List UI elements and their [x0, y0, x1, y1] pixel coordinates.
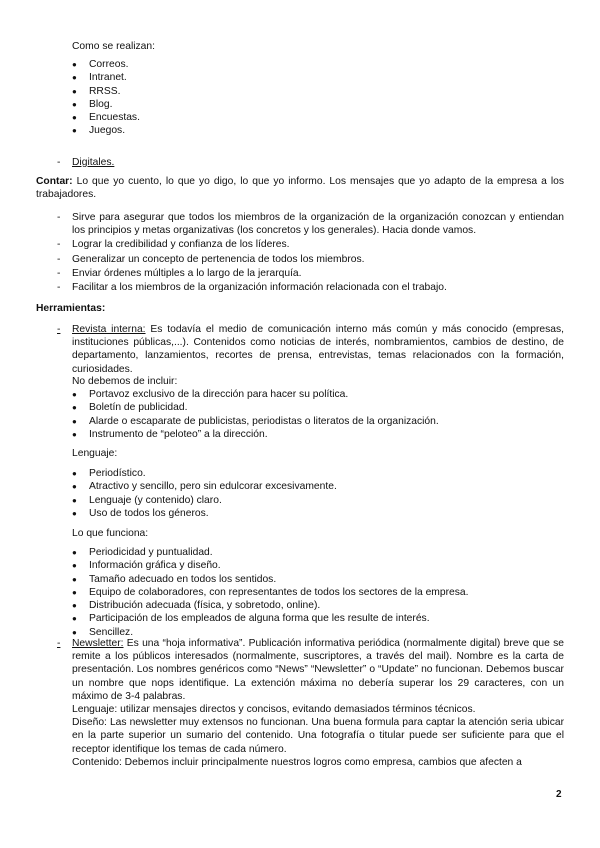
list-item: ● Blog. — [72, 98, 564, 111]
lo-que-funciona-heading: Lo que funciona: — [72, 528, 149, 539]
list-item: ● Instrumento de “peloteo” a la dirección. — [72, 428, 564, 441]
list-item: ● Juegos. — [72, 124, 564, 137]
list-item: - Enviar órdenes múltiples a lo largo de la jerarquía. — [57, 267, 564, 280]
contar-paragraph — [36, 175, 564, 201]
como-se-realizan-list — [72, 58, 564, 138]
list-item: ● Correos. — [72, 58, 564, 71]
no-incluir-list — [72, 388, 564, 441]
list-item: - Lograr la credibilidad y confianza de los líderes. — [57, 238, 564, 251]
contar-text: Lo que yo cuento, lo que yo digo, lo que yo informo. Los mensajes que yo adapto de la empresa a los trabajadores. — [36, 176, 564, 201]
revista-interna-item — [57, 323, 564, 376]
list-item: ● Periodístico. — [72, 467, 564, 480]
newsletter-lenguaje: Lenguaje: utilizar mensajes directos y concisos, evitando demasiados términos técnicos. — [72, 704, 476, 716]
revista-interna-text: Es todavía el medio de comunicación interno más común y más conocido (empresas, instituciones públicas,...). Contenidos como noticias de interés, nombramientos, cambios de destino, de departamento, lanzamientos, recortes de prensa, entrevistas, temas relacionados con la formación, curiosidades. — [72, 324, 564, 375]
newsletter-contenido: Contenido: Debemos incluir principalmente nuestros logros como empresa, cambios que afecten a — [72, 756, 522, 768]
revista-interna-label: Revista interna: — [72, 324, 146, 335]
list-item: ● Tamaño adecuado en todos los sentidos. — [72, 573, 564, 586]
como-se-realizan-heading: Como se realizan: — [72, 41, 155, 52]
list-item: ● Atractivo y sencillo, pero sin edulcorar excesivamente. — [72, 480, 564, 493]
lenguaje-heading: Lenguaje: — [72, 448, 118, 459]
newsletter-diseno: Diseño: Las newsletter muy extensos no funcionan. Una buena formula para captar la atención seria ubicar en la parte superior un sumario del contenido. Una fotografía o titular puede ser suficiente para que el receptor identifique los temas de cada número. — [72, 717, 564, 755]
newsletter-item — [57, 637, 564, 769]
contar-label: Contar: — [36, 176, 73, 187]
list-item: ● Intranet. — [72, 71, 564, 84]
list-item: ● Portavoz exclusivo de la dirección para hacer su política. — [72, 388, 564, 401]
list-item: ● Encuestas. — [72, 111, 564, 124]
list-item: ● Sencillez. — [72, 626, 564, 639]
newsletter-label: Newsletter: — [72, 638, 124, 649]
list-item: ● Uso de todos los géneros. — [72, 507, 564, 520]
contar-list — [57, 211, 564, 294]
no-incluir-heading: No debemos de incluir: — [72, 376, 178, 387]
dash-marker: - — [57, 638, 61, 649]
list-item: - Facilitar a los miembros de la organización información relacionada con el trabajo. — [57, 281, 564, 294]
list-item: ● Distribución adecuada (física, y sobretodo, online). — [72, 599, 564, 612]
list-item: - Generalizar un concepto de pertenencia de todos los miembros. — [57, 253, 564, 266]
page-number: 2 — [556, 789, 562, 800]
list-item: ● Periodicidad y puntualidad. — [72, 546, 564, 559]
list-item: ● Boletín de publicidad. — [72, 401, 564, 414]
newsletter-text: Es una “hoja informativa”. Publicación informativa periódica (normalmente digital) breve que se remite a los públicos interesados (normalmente, suscriptores, a través del mail). Nombre es la carta de presentación. Los nombres genéricos como “News” “Newsletter” o “Update” no funcionan. Debemos buscar un nombre que nops identifique. La extención máxima no debería superar los 29 caracteres, con un máximo de 3-4 palabras. — [72, 638, 564, 702]
list-item: ● Lenguaje (y contenido) claro. — [72, 494, 564, 507]
dash-marker: - — [57, 324, 61, 335]
list-item: - Sirve para asegurar que todos los miembros de la organización de la organización conozcan y entiendan los principios y metas organizativas (los concretos y los generales). Hacia donde vamos. — [57, 211, 564, 237]
lenguaje-list — [72, 467, 564, 520]
list-item: ● Equipo de colaboradores, con representantes de todos los sectores de la empresa. — [72, 586, 564, 599]
list-item: ● Alarde o escaparate de publicistas, periodistas o literatos de la organización. — [72, 415, 564, 428]
list-item: ● Participación de los empleados de alguna forma que les resulte de interés. — [72, 612, 564, 625]
list-item: ● Información gráfica y diseño. — [72, 559, 564, 572]
digitales-label: Digitales. — [72, 157, 115, 168]
list-item: ● RRSS. — [72, 85, 564, 98]
digitales-item: - Digitales. — [57, 157, 115, 168]
lo-que-funciona-list — [72, 546, 564, 639]
herramientas-heading: Herramientas: — [36, 303, 106, 314]
